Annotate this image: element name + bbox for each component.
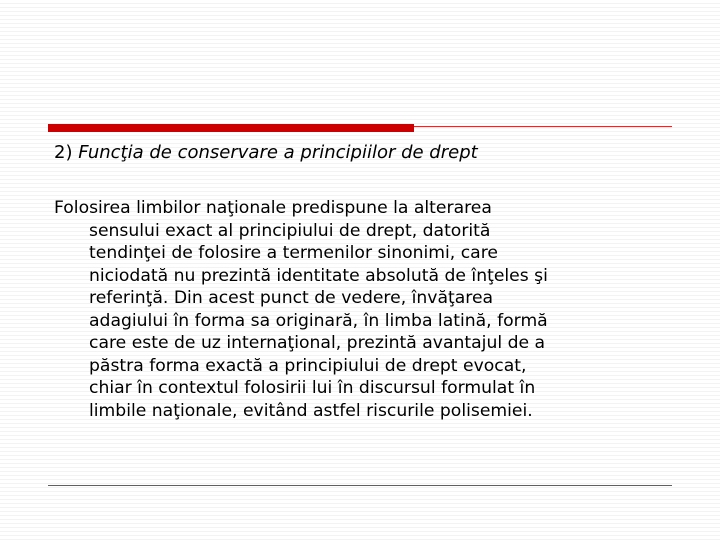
paragraph-line: tendinţei de folosire a termenilor sinonimi, care xyxy=(89,243,498,263)
paragraph-line: limbile naţionale, evitând astfel riscurile polisemiei. xyxy=(89,400,533,421)
bottom-divider-line xyxy=(48,485,672,486)
paragraph-line: Folosirea limbilor naţionale predispune la alterarea xyxy=(54,198,492,218)
paragraph-line: chiar în contextul folosirii lui în discursul formulat în xyxy=(89,378,536,398)
paragraph-line: care este de uz internaţional, prezintă avantajul de a xyxy=(89,333,546,353)
paragraph-line: sensului exact al principiului de drept, datorită xyxy=(89,220,491,241)
paragraph-line: niciodată nu prezintă identitate absolută de înţeles şi xyxy=(89,265,548,286)
paragraph-line: păstra forma exactă a principiului de drept evocat, xyxy=(89,355,527,376)
heading-title: Funcţia de conservare a principiilor de drept xyxy=(78,142,478,163)
body-paragraph xyxy=(54,197,664,422)
heading-number: 2) xyxy=(54,142,73,163)
paragraph-line: referinţă. Din acest punct de vedere, învăţarea xyxy=(89,288,494,308)
top-divider-line xyxy=(414,126,672,127)
paragraph-line: adagiului în forma sa originară, în limba latină, formă xyxy=(89,310,548,331)
slide-heading xyxy=(54,141,478,165)
accent-bar xyxy=(48,124,414,132)
